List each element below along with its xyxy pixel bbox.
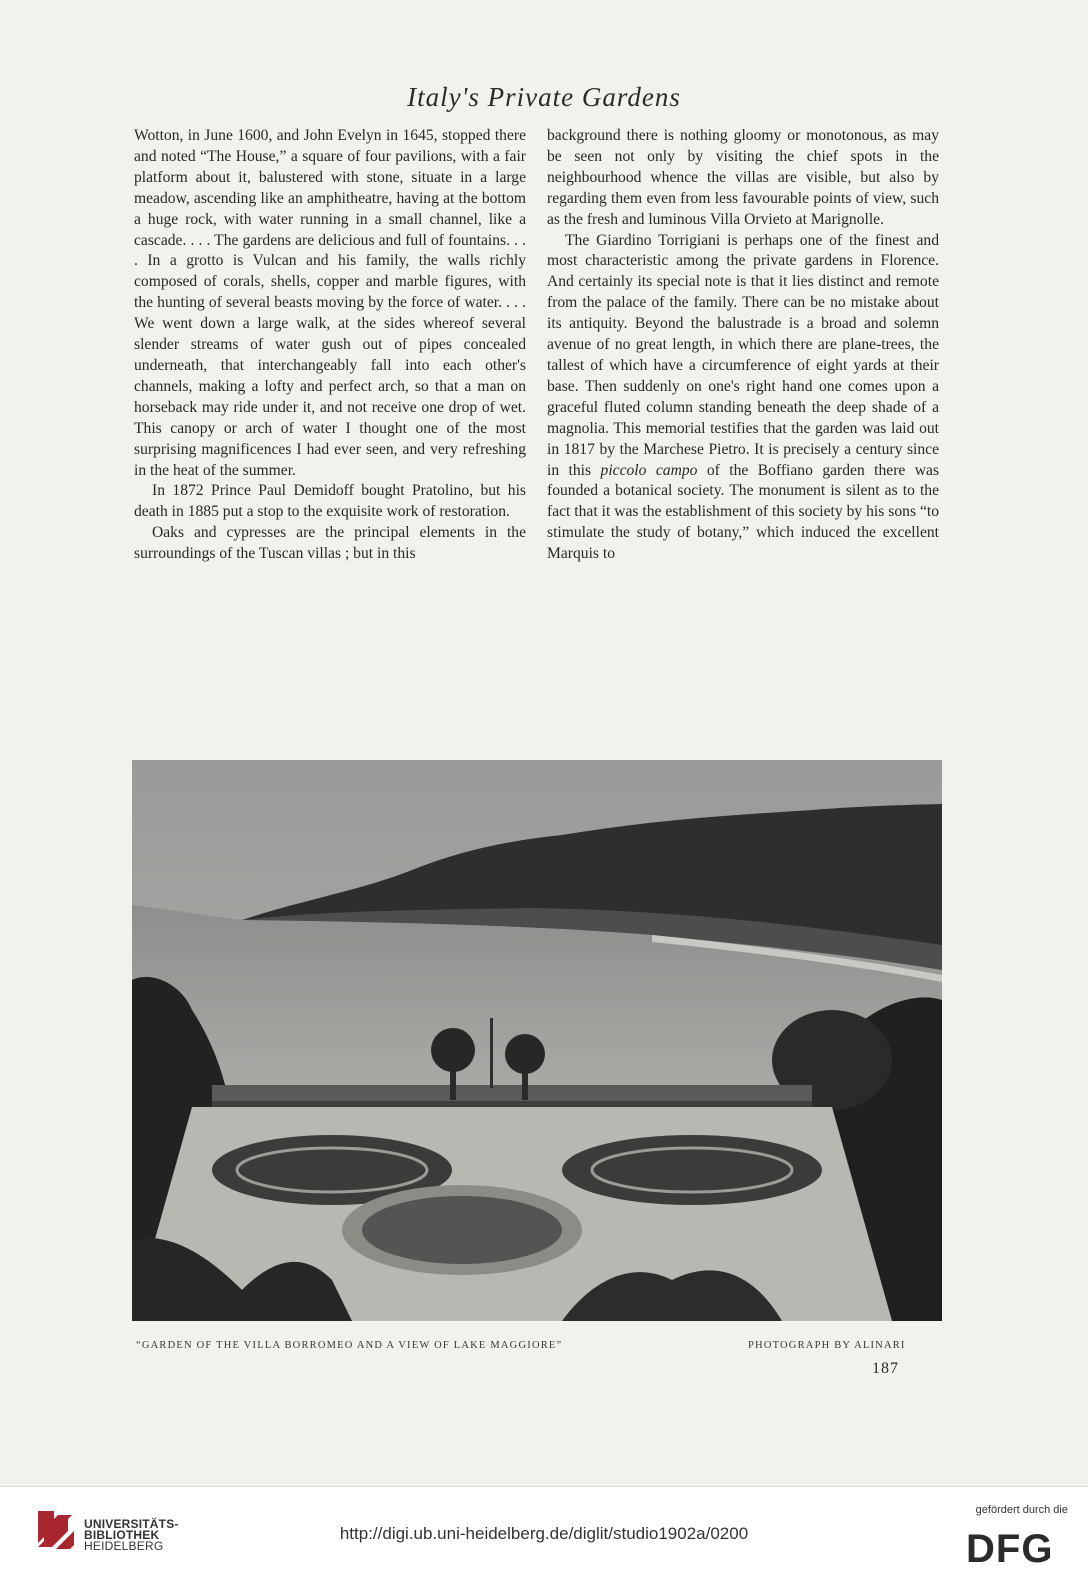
garden-photograph — [132, 760, 942, 1321]
right-paragraph-2-start: The Giardino Torrigiani is perhaps one of the finest and most characteristic among the private gardens in Florence. And certainly its special note is that it lies distinct and remote from the palace of the family. There can be no mistake about its antiquity. Beyond the balustrade is a broad and solemn avenue of no great length, in which there are plane-trees, the tallest of which have a circumference of eight yards at their base. Then suddenly on one's right hand one comes upon a graceful fluted column standing beneath the deep shade of a magnolia. This memorial testifies that the garden was laid out in 1817 by the Marchese Pietro. It is precisely a century since in this — [547, 231, 939, 479]
left-paragraph-1: Wotton, in June 1600, and John Evelyn in 1645, stopped there and noted “The House,” a square of four pavilions, with a fair platform about it, balustered with stone, situate in a large meadow, ascending like an amphitheatre, having at the bottom a huge rock, with water running in a small channel, like a cascade. . . . The gardens are delicious and full of fountains. . . . In a grotto is Vulcan and his family, the walls richly composed of corals, shells, copper and marble figures, with the hunting of several beasts moving by the force of water. . . . We went down a large walk, at the sides whereof several slender streams of water gush out of pipes concealed underneath, that interchangeably fall into each other's channels, making a lofty and perfect arch, so that a man on horseback may ride under it, and not receive one drop of wet. This canopy or arch of water I thought one of the most surprising magnificences I had ever seen, and very refreshing in the heat of the summer. — [134, 127, 526, 479]
right-paragraph-2-end: of the Boffiano garden there was founded a botanical society. The monument is silent as to the fact that it was the establishment of this society by his sons “to stimulate the study of botany,” which induced the excellent Marquis to — [547, 461, 940, 563]
left-text-column — [134, 126, 526, 565]
photo-credit: PHOTOGRAPH BY ALINARI — [748, 1340, 906, 1351]
photo-caption: “GARDEN OF THE VILLA BORROMEO AND A VIEW OF LAKE MAGGIORE” — [136, 1340, 563, 1351]
viewer-footer — [0, 1486, 1088, 1593]
left-paragraph-2: In 1872 Prince Paul Demidoff bought Pratolino, but his death in 1885 put a stop to the exquisite work of restoration. — [134, 482, 526, 521]
library-name-line2: BIBLIOTHEK — [84, 1528, 160, 1542]
running-title: Italy's Private Gardens — [407, 82, 681, 112]
library-name-line1: UNIVERSITÄTS- — [84, 1517, 179, 1531]
left-paragraph-3: Oaks and cypresses are the principal elements in the surroundings of the Tuscan villas ; but in this — [134, 524, 526, 563]
right-paragraph-2 — [547, 231, 939, 566]
italic-phrase: piccolo campo — [600, 461, 698, 479]
photo-illustration — [132, 760, 942, 1321]
right-text-column — [547, 126, 939, 565]
page-number: 187 — [872, 1360, 899, 1377]
library-name-line3: HEIDELBERG — [84, 1539, 164, 1553]
funding-note: gefördert durch die — [975, 1504, 1068, 1516]
right-paragraph-1: background there is nothing gloomy or monotonous, as may be seen not only by visiting the chief spots in the neighbourhood whence the villas are visible, but also by regarding them even from less favourable points of view, such as the fresh and luminous Villa Orvieto at Marignolle. — [547, 127, 939, 228]
dfg-logo-text: DFG — [966, 1528, 1054, 1566]
permalink-url[interactable]: http://digi.ub.uni-heidelberg.de/diglit/studio1902a/0200 — [339, 1524, 749, 1543]
dfg-logo-icon[interactable] — [966, 1528, 1068, 1566]
